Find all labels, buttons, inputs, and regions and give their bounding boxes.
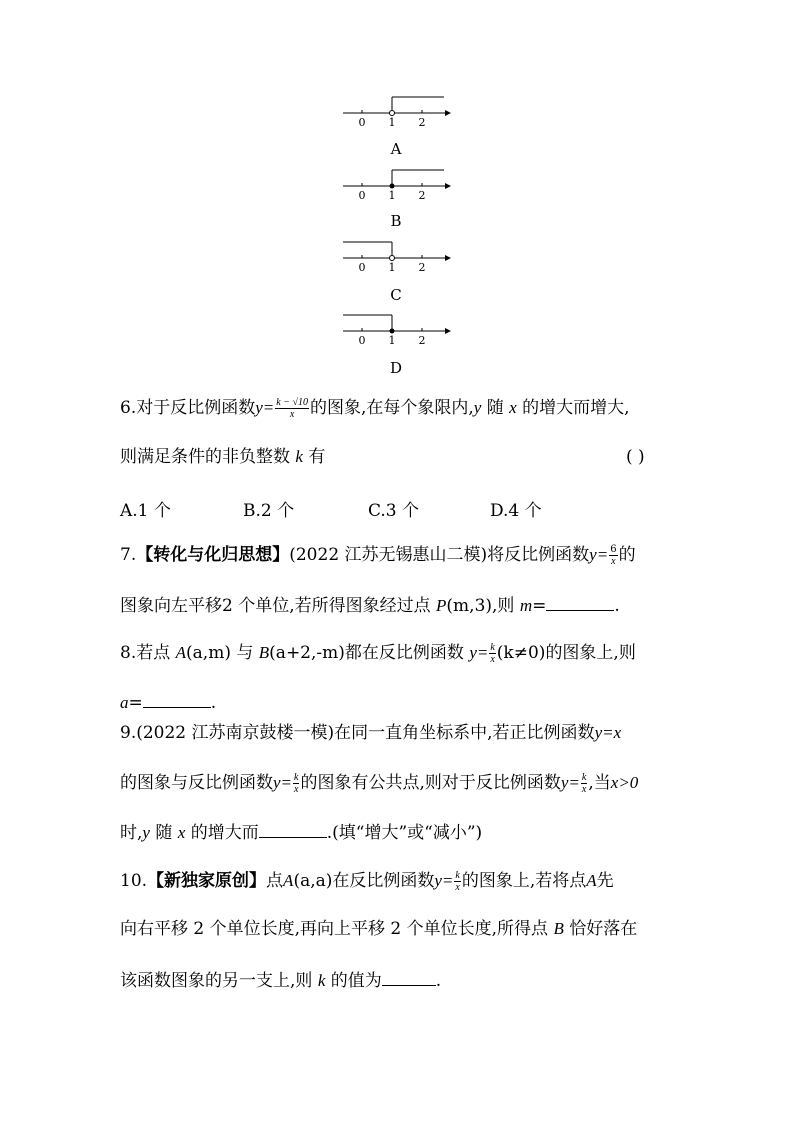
q9-frac-num: k bbox=[294, 772, 299, 783]
q9-text: ,当 bbox=[588, 773, 611, 793]
q6-frac-den: x bbox=[289, 409, 295, 420]
q7-line-1 bbox=[120, 544, 636, 567]
q10-answer-blank[interactable] bbox=[382, 969, 436, 986]
q9-y-eq: y= bbox=[273, 773, 293, 792]
q6-x: x bbox=[509, 398, 517, 417]
choice-a[interactable]: A.1 个 bbox=[120, 501, 171, 521]
q7-text: ,则 bbox=[492, 596, 515, 616]
q9-y-eq-2: y= bbox=[560, 773, 580, 792]
q6-text: 6.对于反比例函数 bbox=[120, 398, 256, 418]
tick-label: 2 bbox=[418, 116, 426, 129]
choice-b[interactable]: B.2 个 bbox=[243, 501, 295, 521]
q10-point-a: A bbox=[283, 871, 294, 890]
q7-source: (2022 江苏无锡惠山二模) bbox=[289, 545, 488, 565]
q10-point-a2: A bbox=[586, 871, 597, 890]
q8-text: 的图象上,则 bbox=[545, 643, 636, 663]
q10-fraction bbox=[454, 870, 460, 893]
q9-frac-num-2: k bbox=[581, 772, 587, 783]
q9-text: 随 bbox=[155, 823, 173, 843]
q8-b-coords: (a+2,-m) bbox=[269, 643, 345, 663]
option-label-a: A bbox=[390, 140, 402, 158]
q10-line-3 bbox=[120, 969, 441, 991]
number-line-c bbox=[340, 238, 452, 274]
q9-text: 时, bbox=[120, 823, 143, 843]
q9-text: 9.(2022 江苏南京鼓楼一模)在同一直角坐标系中,若正比例函数 bbox=[120, 723, 595, 743]
q10-frac-num: k bbox=[455, 870, 460, 881]
q8-text: 8.若点 bbox=[120, 643, 171, 663]
tick-label: 1 bbox=[388, 334, 396, 347]
q6-text: 的图象,在每个象限内, bbox=[309, 398, 474, 418]
q10-text: 恰好落在 bbox=[569, 919, 638, 939]
q10-coords: (a,a) bbox=[293, 871, 333, 891]
q6-line-1 bbox=[120, 397, 629, 420]
q9-yx: y=x bbox=[594, 723, 622, 742]
q8-cond: (k≠0) bbox=[496, 643, 546, 663]
q8-a: a bbox=[120, 693, 129, 712]
tick-label: 2 bbox=[418, 261, 426, 274]
q7-y-eq: y= bbox=[589, 545, 609, 564]
q9-text: 的增大而 bbox=[190, 823, 259, 843]
q10-text: 的值为 bbox=[330, 971, 382, 991]
q9-x: x bbox=[177, 823, 186, 842]
q7-tag: 【转化与化归思想】 bbox=[136, 545, 290, 565]
q9-text: 的图象与反比例函数 bbox=[120, 773, 273, 793]
answer-parenthesis[interactable]: ( ) bbox=[626, 447, 645, 467]
q9-y: y bbox=[142, 823, 150, 842]
option-label-d: D bbox=[389, 359, 403, 377]
q6-y-eq: y= bbox=[255, 398, 275, 417]
q7-eq: = bbox=[532, 596, 547, 616]
q9-frac-den-2: x bbox=[581, 784, 587, 795]
q8-a-coords: (a,m) bbox=[186, 643, 231, 663]
q10-y-eq: y= bbox=[434, 871, 454, 890]
q6-line-2 bbox=[120, 447, 325, 467]
q10-end: . bbox=[435, 971, 442, 991]
tick-label: 0 bbox=[358, 261, 366, 274]
q6-frac-num: k − √10 bbox=[276, 397, 308, 408]
number-line-a bbox=[340, 93, 452, 129]
tick-label: 2 bbox=[418, 189, 426, 202]
q9-line-1 bbox=[120, 723, 621, 743]
q10-text: 在反比例函数 bbox=[332, 871, 435, 891]
q8-eq: = bbox=[128, 693, 143, 713]
q10-tag: 【新独家原创】 bbox=[147, 871, 267, 891]
q6-y: y bbox=[473, 398, 482, 417]
q9-fraction-1 bbox=[293, 772, 299, 795]
q7-line-2 bbox=[120, 594, 620, 616]
q9-answer-blank[interactable] bbox=[259, 821, 327, 838]
q7-text: 将反比例函数 bbox=[487, 545, 590, 565]
q10-point-b: B bbox=[553, 919, 564, 938]
q7-number: 7. bbox=[120, 545, 137, 565]
q10-text: 该函数图象的另一支上,则 bbox=[120, 971, 313, 991]
option-label-b: B bbox=[390, 212, 402, 230]
q9-fraction-2 bbox=[581, 772, 587, 795]
number-line-d bbox=[340, 311, 452, 347]
q7-answer-blank[interactable] bbox=[546, 594, 614, 611]
q10-text: 点 bbox=[266, 871, 284, 891]
q9-line-2 bbox=[120, 772, 638, 795]
q9-cond: x>0 bbox=[610, 773, 639, 792]
q6-text: 随 bbox=[486, 398, 504, 418]
q10-line-1 bbox=[120, 870, 614, 893]
q10-text: 先 bbox=[596, 871, 614, 891]
tick-label: 2 bbox=[418, 334, 426, 347]
q7-text: 图象向左平移2 个单位,若所得图象经过点 bbox=[120, 596, 431, 616]
q8-line-2 bbox=[120, 691, 216, 713]
q7-coords: (m,3) bbox=[446, 596, 493, 616]
q10-k: k bbox=[317, 971, 326, 990]
q8-y-eq: y= bbox=[469, 643, 489, 662]
q6-k: k bbox=[295, 447, 303, 466]
q9-line-3 bbox=[120, 821, 482, 843]
q7-fraction bbox=[609, 544, 617, 567]
tick-label: 0 bbox=[358, 116, 366, 129]
q10-text: 的图象上,若将点 bbox=[461, 871, 587, 891]
q8-fraction bbox=[489, 642, 495, 665]
q6-text: 有 bbox=[308, 447, 326, 467]
option-label-c: C bbox=[390, 286, 402, 304]
q6-fraction bbox=[275, 397, 309, 420]
tick-label: 1 bbox=[388, 116, 396, 129]
q8-end: . bbox=[210, 693, 217, 713]
q6-text: 的增大而增大, bbox=[522, 398, 630, 418]
q10-frac-den: x bbox=[455, 882, 460, 893]
choice-c[interactable]: C.3 个 bbox=[368, 501, 420, 521]
choice-d[interactable]: D.4 个 bbox=[490, 501, 542, 521]
tick-label: 0 bbox=[358, 189, 366, 202]
q8-line-1 bbox=[120, 642, 636, 665]
q8-text: 与 bbox=[236, 643, 254, 663]
q8-point-b: B bbox=[258, 643, 270, 662]
tick-label: 1 bbox=[388, 261, 396, 274]
q7-frac-den: x bbox=[611, 556, 616, 567]
q9-frac-den: x bbox=[294, 784, 299, 795]
q7-frac-num: 6 bbox=[610, 544, 617, 555]
number-line-b bbox=[340, 166, 452, 202]
tick-label: 1 bbox=[388, 189, 396, 202]
q10-number: 10. bbox=[120, 871, 148, 891]
q10-line-2 bbox=[120, 919, 637, 939]
q8-answer-blank[interactable] bbox=[143, 691, 211, 708]
q8-point-a: A bbox=[175, 643, 187, 662]
q7-m: m bbox=[519, 596, 533, 615]
q9-text: 的图象有公共点,则对于反比例函数 bbox=[300, 773, 561, 793]
q6-text: 则满足条件的非负整数 bbox=[120, 447, 290, 467]
q7-point: P bbox=[436, 596, 447, 615]
q7-text: 的 bbox=[618, 545, 636, 565]
q7-end: . bbox=[614, 596, 620, 616]
q9-hint: .(填“增大”或“减小”) bbox=[326, 823, 483, 843]
q8-frac-num: k bbox=[490, 642, 495, 653]
q8-text: 都在反比例函数 bbox=[344, 643, 464, 663]
q10-text: 向右平移 2 个单位长度,再向上平移 2 个单位长度,所得点 bbox=[120, 919, 549, 939]
tick-label: 0 bbox=[358, 334, 366, 347]
q8-frac-den: x bbox=[490, 654, 495, 665]
